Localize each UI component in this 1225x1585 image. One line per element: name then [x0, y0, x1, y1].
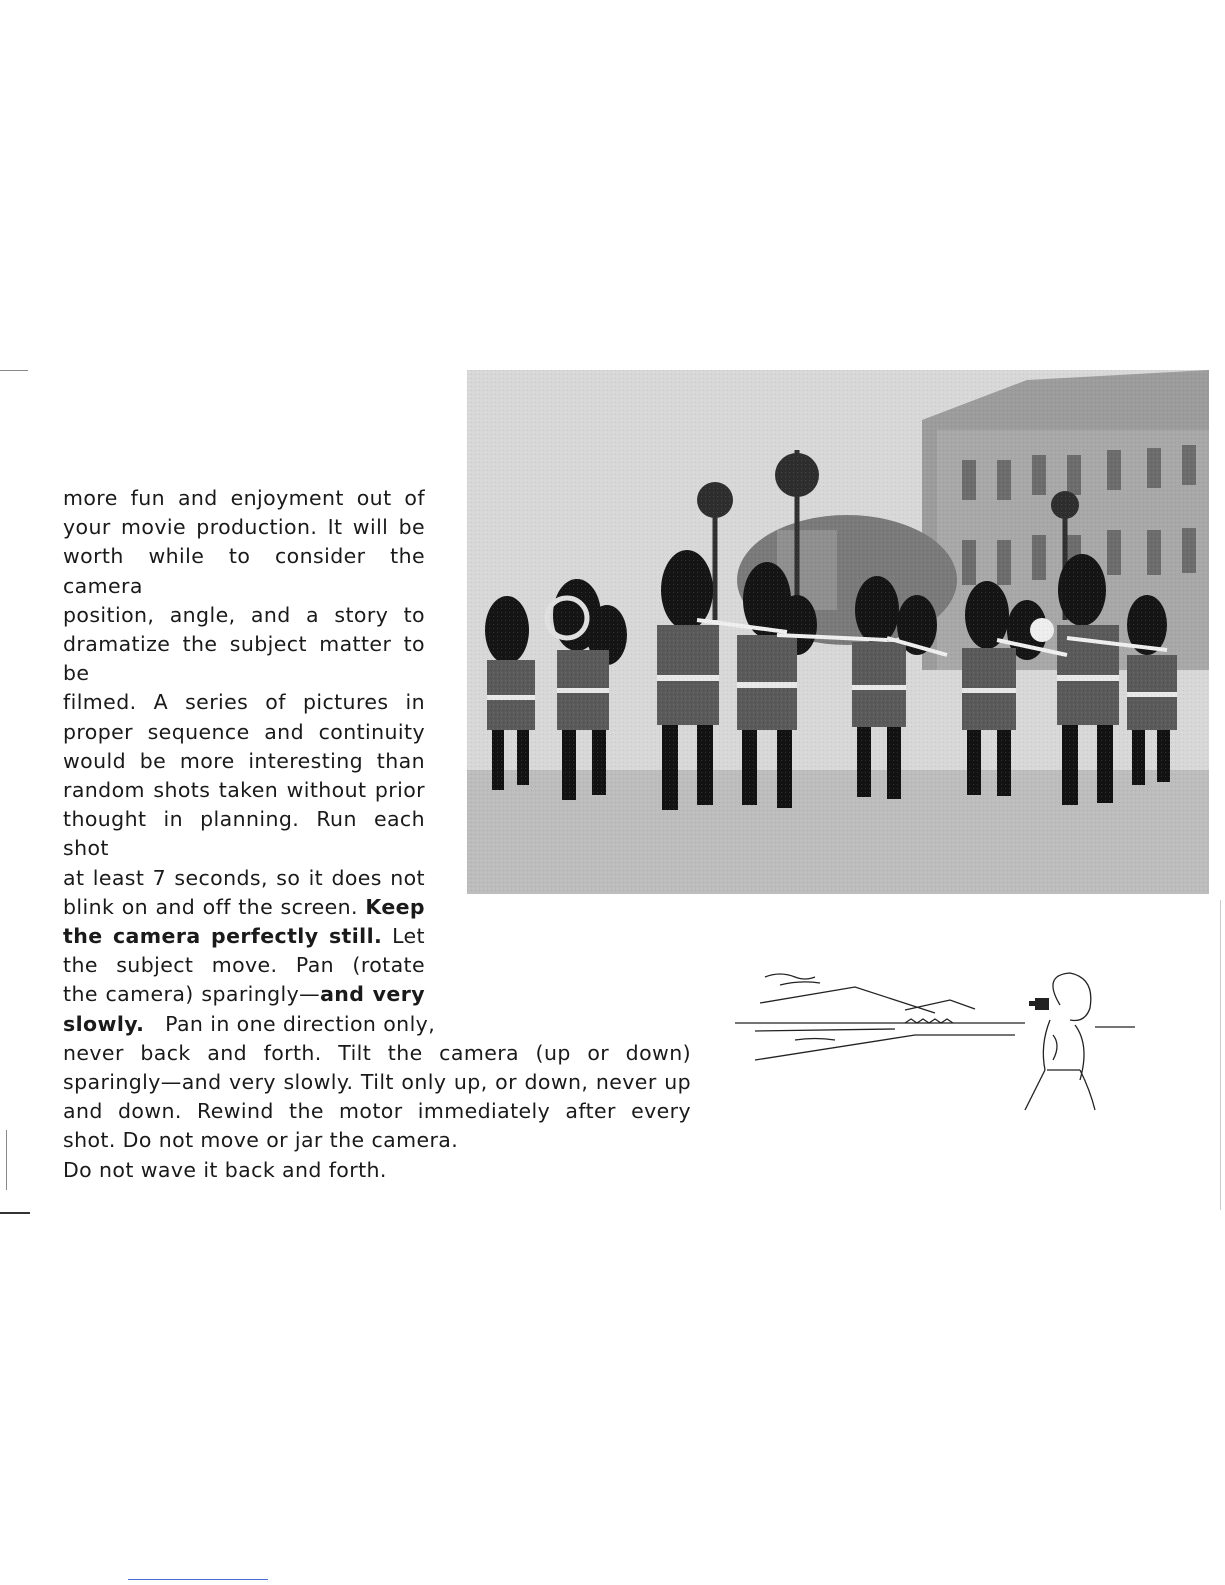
emphasis-text: and very	[320, 982, 425, 1007]
text-line: sparingly—and very slowly. Tilt only up, or down, never up	[63, 1070, 691, 1095]
marching-band-photo	[467, 370, 1209, 894]
text-line: random shots taken without prior	[63, 778, 425, 803]
text-line: proper sequence and continuity	[63, 719, 425, 744]
text-line	[63, 1010, 693, 1039]
text-line: filmed. A series of pictures in	[63, 690, 425, 715]
woman-filming-sketch	[735, 965, 1135, 1115]
text-line: and down. Rewind the motor immediately after every	[63, 1099, 691, 1124]
movie-camera-icon	[1035, 998, 1049, 1010]
bottom-rule	[128, 1579, 268, 1580]
text-segment: Let	[392, 924, 425, 949]
text-line: shot. Do not move or jar the camera.	[63, 1128, 459, 1153]
text-line: worth while to consider the camera	[63, 544, 425, 598]
text-line: never back and forth. Tilt the camera (up or down)	[63, 1040, 691, 1065]
scan-edge-mark	[1220, 900, 1221, 1210]
text-line: would be more interesting than	[63, 748, 425, 773]
emphasis-text: Keep	[365, 894, 425, 919]
text-line	[63, 893, 425, 922]
text-segment: blink on and off the screen.	[63, 894, 358, 919]
text-line: your movie production. It will be	[63, 515, 425, 540]
text-segment: the camera) sparingly—	[63, 982, 321, 1007]
text-line	[63, 922, 425, 951]
text-line	[63, 980, 425, 1009]
photo-drawing	[467, 370, 1209, 894]
emphasis-text: the camera perfectly still.	[63, 924, 383, 949]
text-line: position, angle, and a story to	[63, 602, 425, 627]
text-line: thought in planning. Run each shot	[63, 807, 425, 861]
scan-edge-mark	[6, 1130, 7, 1190]
text-line: Do not wave it back and forth.	[63, 1157, 387, 1182]
emphasis-text: slowly.	[63, 1011, 145, 1036]
scan-edge-mark	[0, 1212, 30, 1214]
text-line: more fun and enjoyment out of	[63, 486, 425, 510]
text-segment: Pan in one direction only,	[165, 1011, 436, 1036]
text-line: the subject move. Pan (rotate	[63, 953, 425, 978]
text-line: at least 7 seconds, so it does not	[63, 865, 425, 890]
text-line: dramatize the subject matter to be	[63, 632, 425, 686]
scan-edge-mark	[0, 370, 28, 371]
